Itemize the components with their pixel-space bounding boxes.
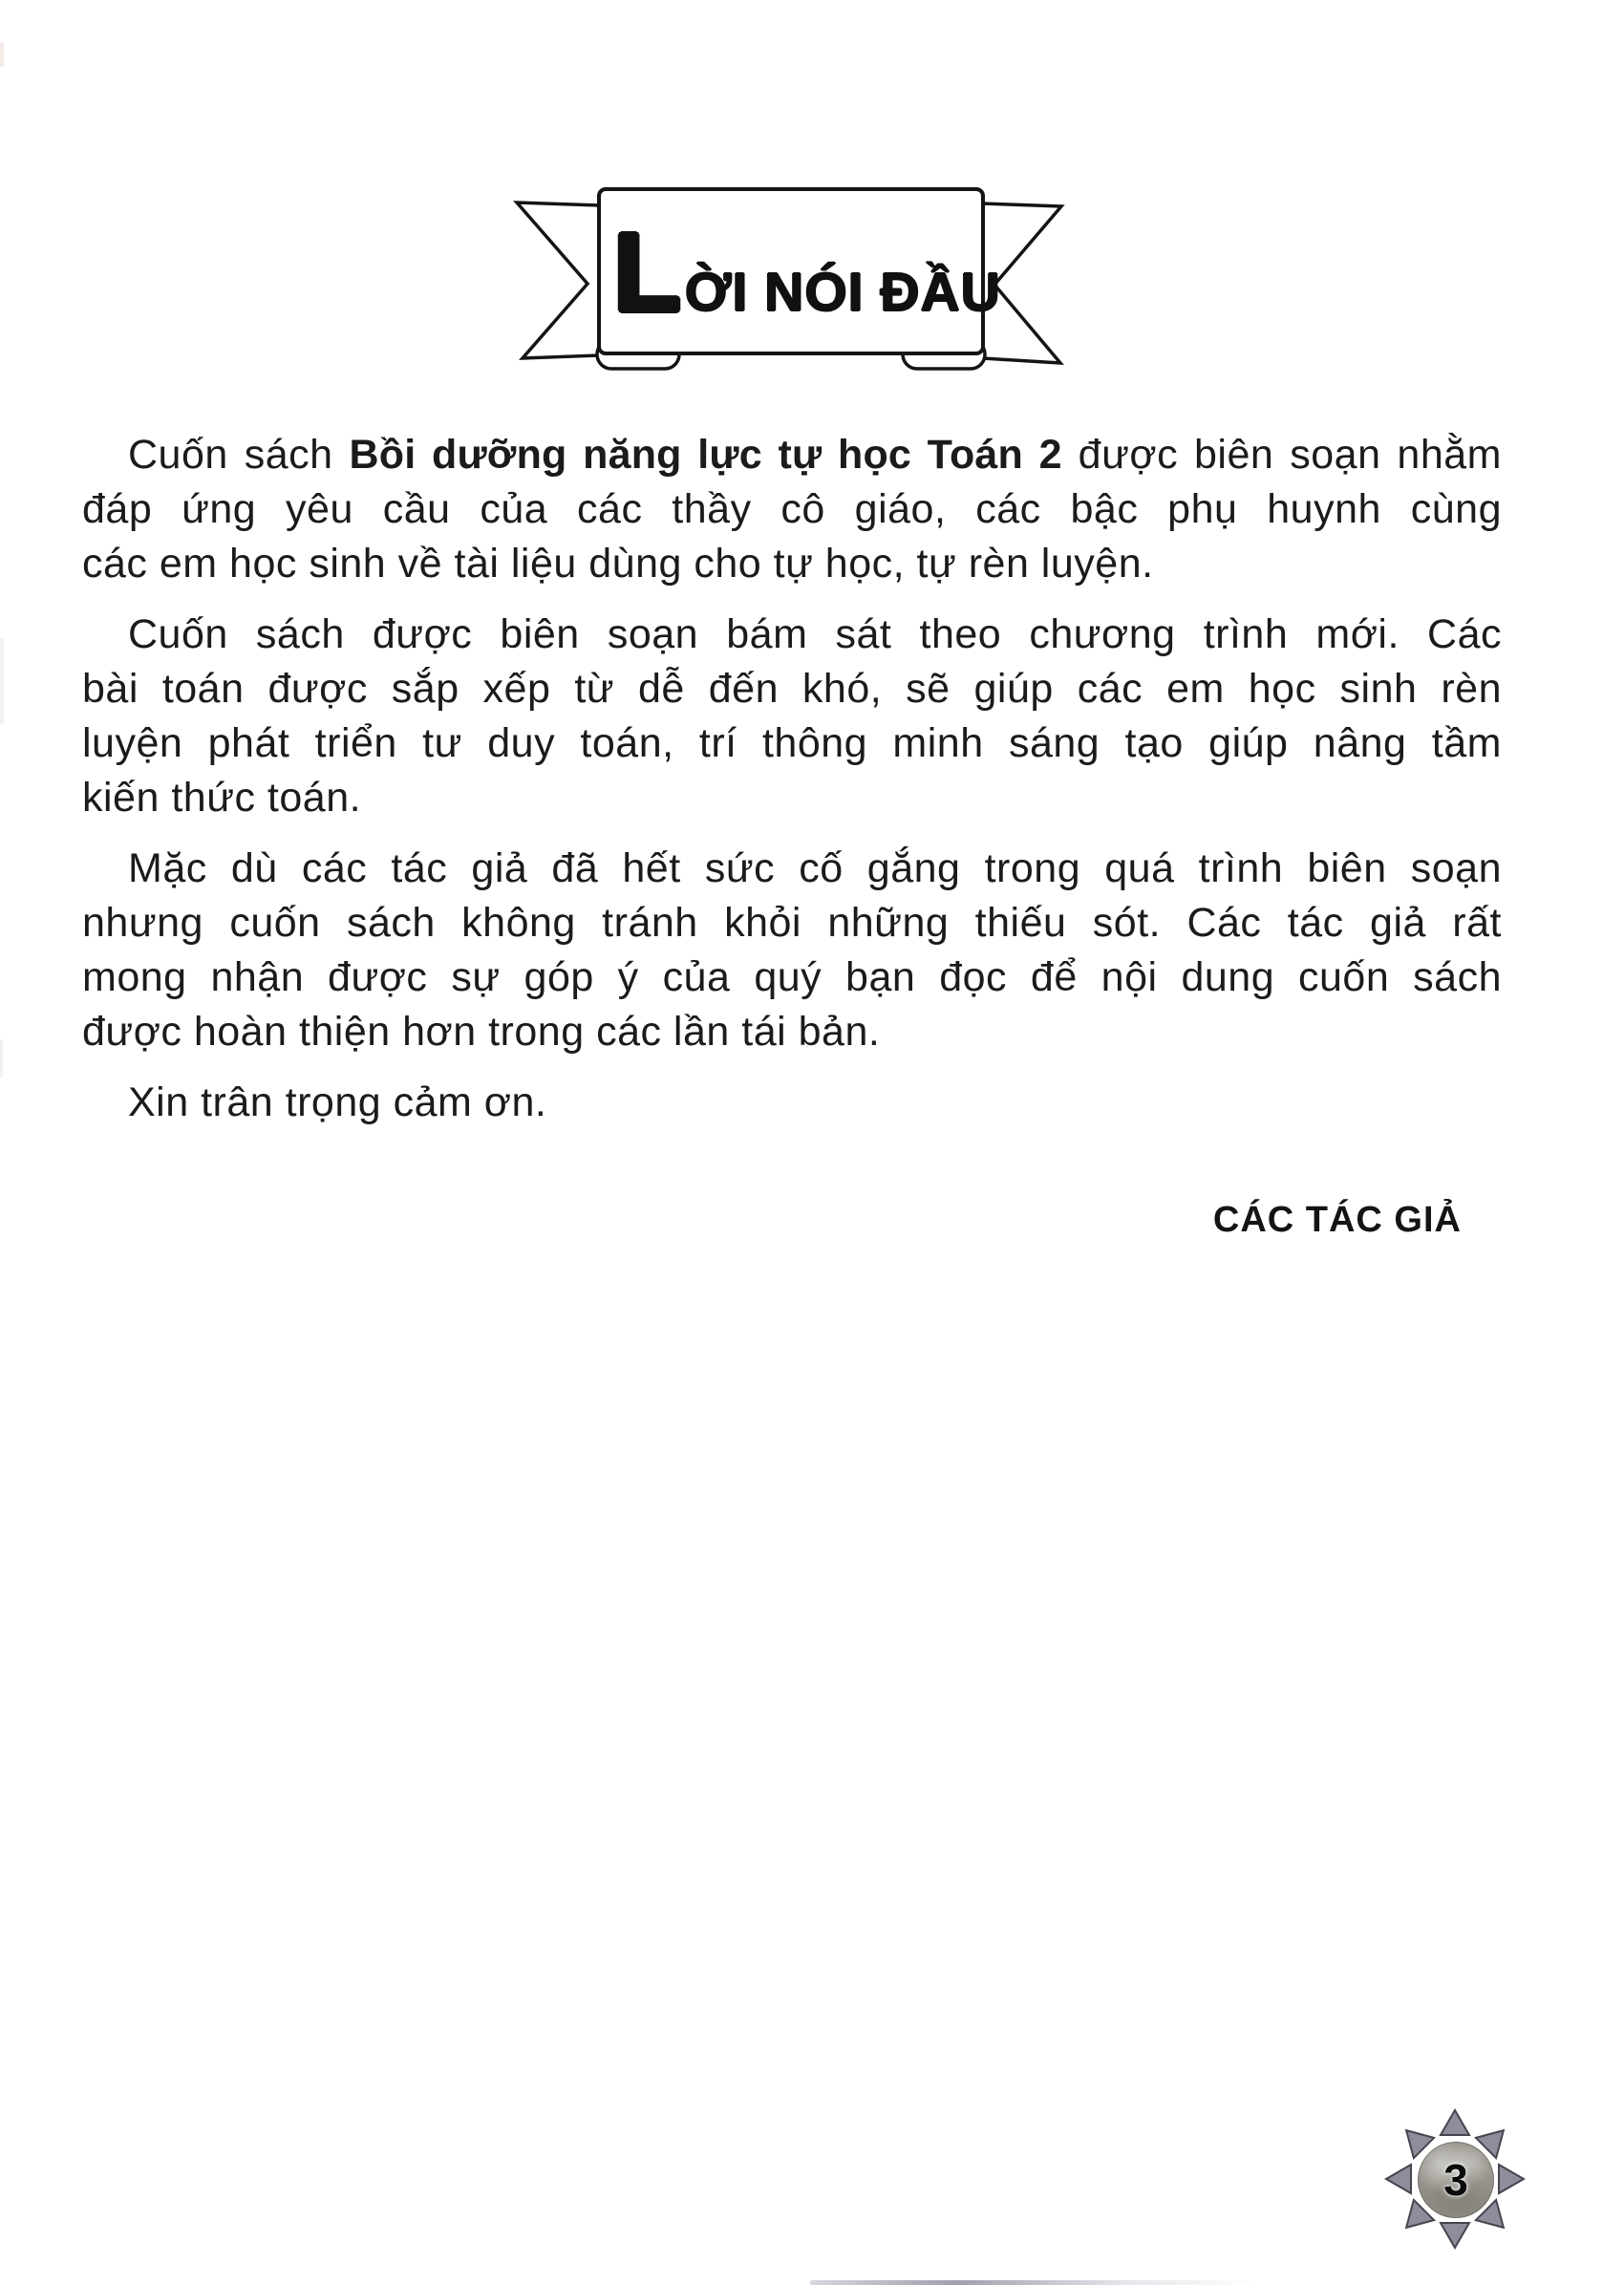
paragraph-line: bài toán được sắp xếp từ dễ đến khó, sẽ giúp các em học sinh rèn [82,666,1502,712]
paragraph-line: Cuốn sách được biên soạn bám sát theo chương trình mới. Các [128,611,1502,657]
preface-text [82,428,1502,1248]
title-text: ỜI NÓI ĐẦU [684,262,1001,323]
scan-artifact-bottom [810,2280,1255,2285]
page-number-badge [1418,2142,1494,2218]
paragraph [82,428,1502,591]
paragraphs-container [82,428,1502,1130]
scan-artifact-edge [0,1039,3,1078]
paragraph-line: mong nhận được sự góp ý của quý bạn đọc để nội dung cuốn sách [82,954,1502,1000]
paragraph-line: Cuốn sách Bồi dưỡng năng lực tự học Toán 2 được biên soạn nhằm [128,432,1502,478]
title-drop-cap: L [613,210,681,334]
authors-signature: CÁC TÁC GIẢ [1212,1200,1462,1240]
paragraph [82,842,1502,1059]
page-title [613,210,1001,348]
paragraph-line: kiến thức toán. [82,775,362,821]
paragraph-line: đáp ứng yêu cầu của các thầy cô giáo, các bậc phụ huynh cùng [82,486,1502,532]
paragraph-line: Mặc dù các tác giả đã hết sức cố gắng trong quá trình biên soạn [128,845,1502,891]
page-number-ornament [1383,2107,1527,2251]
page-number: 3 [1443,2155,1468,2205]
paragraph [82,608,1502,825]
paragraph-line: nhưng cuốn sách không tránh khỏi những thiếu sót. Các tác giả rất [82,900,1502,946]
paragraph-line: luyện phát triển tư duy toán, trí thông minh sáng tạo giúp nâng tầm [82,720,1502,766]
paragraph-line: các em học sinh về tài liệu dùng cho tự học, tự rèn luyện. [82,541,1154,587]
title-banner [511,182,1075,382]
scan-artifact-edge [0,42,4,67]
scan-artifact-edge [0,638,4,724]
paragraph [82,1076,1502,1130]
paragraph-line: được hoàn thiện hơn trong các lần tái bản. [82,1009,881,1055]
paragraph-line: Xin trân trọng cảm ơn. [128,1079,547,1125]
